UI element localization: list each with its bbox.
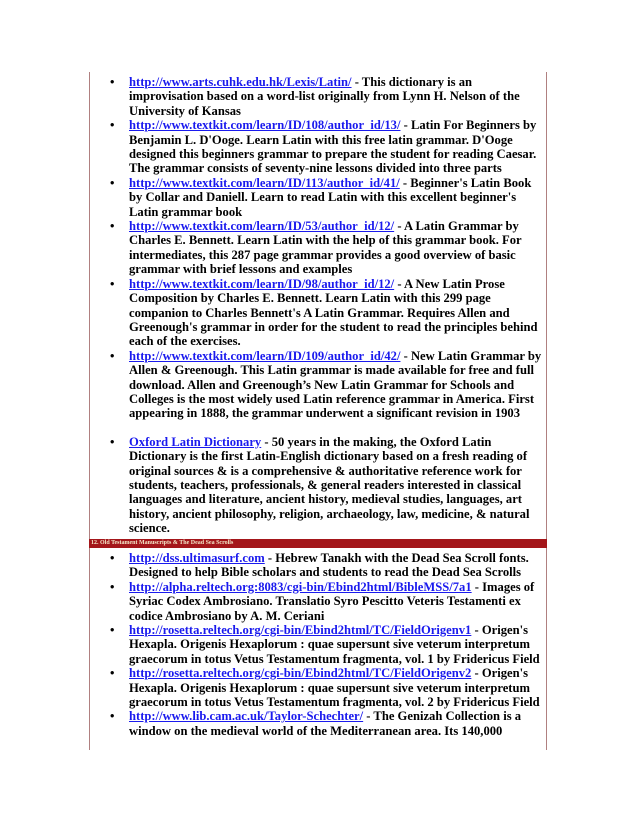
list-item <box>108 551 546 580</box>
resource-link[interactable]: http://dss.ultimasurf.com <box>129 551 265 565</box>
resource-description: - Hebrew Tanakh with the Dead Sea Scroll fonts. Designed to help Bible scholars and students to read the Dead Sea Scrolls <box>129 551 529 580</box>
bullet-icon: • <box>110 75 115 89</box>
resource-link[interactable]: http://rosetta.reltech.org/cgi-bin/Ebind2html/TC/FieldOrigenv2 <box>129 666 472 681</box>
list-item <box>108 277 546 349</box>
bullet-icon: • <box>110 118 115 133</box>
resource-description: - Origen's Hexapla. Origenis Hexaplorum : quae supersunt sive veterum interpretum graecorum in totus Vetus Testamentum fragmenta, vol. 2 by Fridericus Field <box>129 666 540 710</box>
resource-description: - Beginner's Latin Book by Collar and Daniell. Learn to read Latin with this excellent beginner's Latin grammar book <box>129 175 532 219</box>
resource-description: - A Latin Grammar by Charles E. Bennett. Learn Latin with the help of this grammar book. For intermediates, this 287 page grammar provides a good overview of basic grammar with brief lessons and examples <box>129 219 522 277</box>
section-header-bar <box>89 539 547 548</box>
list-item <box>108 435 546 536</box>
resource-description: - Latin For Beginners by Benjamin L. D'Ooge. Learn Latin with this free latin grammar. D'Ooge designed this beginners grammar to prepare the student for reading Caesar. The grammar consists of seventy-nine lessons divided into three parts <box>129 118 537 176</box>
bullet-icon: • <box>110 579 115 594</box>
bullet-icon: • <box>110 623 115 638</box>
latin-resources-list <box>108 75 546 536</box>
resource-link[interactable]: http://www.textkit.com/learn/ID/109/author_id/42/ <box>129 348 401 363</box>
list-spacer <box>108 421 546 435</box>
resource-description: - Origen's Hexapla. Origenis Hexaplorum : quae supersunt sive veterum interpretum graecorum in totus Vetus Testamentum fragmenta, vol. 1 by Fridericus Field <box>129 623 540 666</box>
bullet-icon: • <box>110 551 115 565</box>
resource-description: - A New Latin Prose Composition by Charles E. Bennett. Learn Latin with this 299 page companion to Charles Bennett's A Latin Grammar. Requires Allen and Greenough's grammar in order for the student to read the principles behind each of the exercises. <box>129 276 538 349</box>
section-title: Old Testament Manuscripts & The Dead Sea Scrolls <box>100 540 234 546</box>
resource-link[interactable]: http://rosetta.reltech.org/cgi-bin/Ebind2html/TC/FieldOrigenv1 <box>129 623 472 638</box>
resource-description: - This dictionary is an improvisation based on a word-list originally from Lynn H. Nelson of the University of Kansas <box>129 75 520 118</box>
resource-link[interactable]: http://www.arts.cuhk.edu.hk/Lexis/Latin/ <box>129 75 352 89</box>
list-item <box>108 666 546 709</box>
resource-link[interactable]: http://alpha.reltech.org:8083/cgi-bin/Ebind2html/BibleMSS/7a1 <box>129 579 472 594</box>
resource-description: - New Latin Grammar by Allen & Greenough. This Latin grammar is made available for free and full download. Allen and Greenough’s New Latin Grammar for Schools and Colleges is the most widely used Latin reference grammar in America. First appearing in 1888, the grammar underwent a significant revision in 1903 <box>129 348 542 421</box>
resource-description: - Images of Syriac Codex Ambrosiano. Translatio Syro Pescitto Veteris Testamenti ex codice Ambrosiano by A. M. Ceriani <box>129 579 535 623</box>
bullet-icon: • <box>110 219 115 234</box>
resource-link[interactable]: http://www.textkit.com/learn/ID/113/author_id/41/ <box>129 175 400 190</box>
resource-link[interactable]: http://www.textkit.com/learn/ID/53/author_id/12/ <box>129 219 395 234</box>
list-item <box>108 709 546 738</box>
bullet-icon: • <box>110 276 115 291</box>
dead-sea-resources-list <box>108 551 546 738</box>
list-item <box>108 118 546 176</box>
resource-description: - The Genizah Collection is a window on the medieval world of the Mediterranean area. Its 140,000 <box>129 709 522 738</box>
list-item <box>108 580 546 623</box>
resource-description: - 50 years in the making, the Oxford Latin Dictionary is the first Latin-English dictionary based on a fresh reading of original sources & is a comprehensive & authoritative reference work for students, teachers, professionals, & general readers interested in classical languages and literature, ancient history, medieval studies, languages, art history, ancient philosophy, religion, archaeology, law, medicine, & natural science. <box>129 434 530 536</box>
list-item <box>108 219 546 277</box>
section-number: 12. <box>91 540 99 546</box>
left-border-rule <box>89 72 90 750</box>
right-border-rule <box>546 72 547 750</box>
bullet-icon: • <box>110 709 115 724</box>
bullet-icon: • <box>110 175 115 190</box>
list-item <box>108 623 546 666</box>
bullet-icon: • <box>110 434 115 449</box>
list-item <box>108 349 546 421</box>
bullet-icon: • <box>110 666 115 681</box>
bullet-icon: • <box>110 348 115 363</box>
list-item <box>108 75 546 118</box>
list-item <box>108 176 546 219</box>
resource-link[interactable]: http://www.textkit.com/learn/ID/108/author_id/13/ <box>129 118 401 133</box>
resource-link[interactable]: Oxford Latin Dictionary <box>129 434 262 449</box>
resource-link[interactable]: http://www.textkit.com/learn/ID/98/author_id/12/ <box>129 276 395 291</box>
resource-link[interactable]: http://www.lib.cam.ac.uk/Taylor-Schechter/ <box>129 709 364 724</box>
